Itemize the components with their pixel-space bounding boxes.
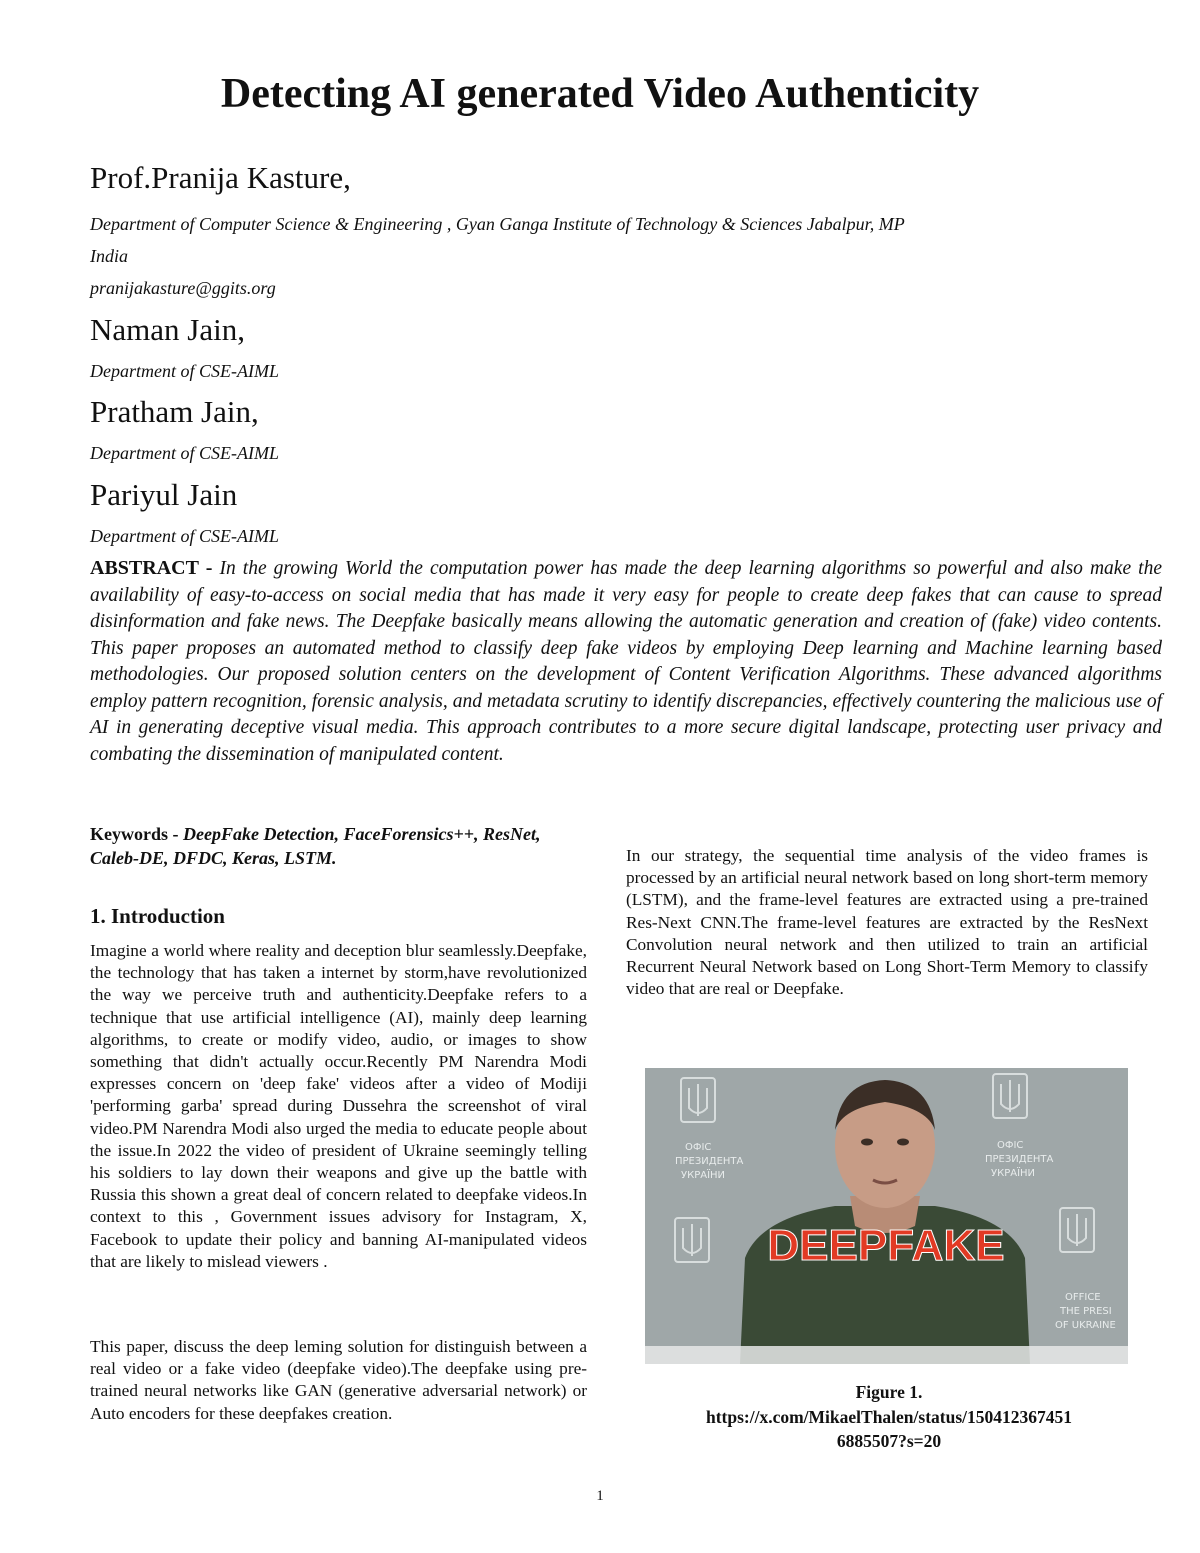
intro-paragraph-3: In our strategy, the sequential time analysis of the video frames is processed by an artificial neural network based on long short-term memory (LSTM), and the frame-level features are extracted using a pre-trained Res-Next CNN.The frame-level features are extracted by the ResNext Convolution neural network and then utilized to train an artificial Recurrent Neural Network based on Long Short-Term Memory to classify video that are real or Deepfake.: [626, 846, 1148, 999]
abstract: [90, 555, 1162, 768]
affiliation-line-2: India: [90, 246, 128, 266]
podium-edge: [645, 1346, 1128, 1364]
abstract-text: In the growing World the computation power has made the deep learning algorithms so powerful and also make the availability of easy-to-access on social media that has made it very easy for people to create deep fakes that can cause to spread disinformation and fake news. The Deepfake basically means allowing the automatic generation and creation of (fake) video contents. This paper proposes an automated method to classify deep fake videos by employing Deep learning and Machine learning based methodologies. Our proposed solution centers on the development of Content Verification Algorithms. These advanced algorithms employ pattern recognition, forensic analysis, and metadata scrutiny to identify discrepancies, effectively countering the malicious use of AI in generating deceptive visual media. This approach contributes to a more secure digital landscape, protecting user privacy and combating the dissemination of manipulated content.: [90, 558, 1163, 765]
watermark-right-ua-line-3: УКРАЇНИ: [991, 1168, 1036, 1179]
author-affiliation-2: Department of CSE-AIML: [90, 361, 279, 381]
author-affiliation-1: [90, 208, 1110, 304]
figure-1-image: [645, 1068, 1128, 1364]
author-email: pranijakasture@ggits.org: [90, 278, 276, 298]
person-eye-left: [861, 1139, 873, 1146]
author-affiliation-3: Department of CSE-AIML: [90, 443, 279, 463]
deepfake-overlay-text: DEEPFAKE: [767, 1221, 1005, 1270]
author-name-4: Pariyul Jain: [90, 477, 238, 512]
watermark-left-line-1: ОФІС: [685, 1142, 712, 1153]
keywords-label: Keywords -: [90, 824, 183, 844]
abstract-label: ABSTRACT -: [90, 557, 213, 579]
author-name-2: Naman Jain,: [90, 312, 245, 347]
caption-label: Figure 1.: [855, 1382, 923, 1402]
page-number: 1: [596, 1488, 604, 1504]
keywords: [90, 822, 590, 870]
person-eye-right: [897, 1139, 909, 1146]
watermark-right-line-3: OF UKRAINE: [1055, 1320, 1116, 1331]
section-heading-introduction: 1. Introduction: [90, 904, 225, 928]
watermark-right-line-1: OFFICE: [1065, 1292, 1101, 1303]
deepfake-video-still: [645, 1068, 1128, 1364]
paper-title: Detecting AI generated Video Authenticity: [220, 71, 980, 117]
author-name-1: Prof.Pranija Kasture,: [90, 160, 351, 195]
watermark-right-line-2: THE PRESI: [1060, 1306, 1112, 1317]
watermark-right-ua-line-2: ПРЕЗИДЕНТА: [985, 1154, 1054, 1165]
caption-url-line-1: https://x.com/MikaelThalen/status/150412367451: [705, 1406, 1073, 1427]
caption-url-line-2: 6885507?s=20: [836, 1431, 942, 1451]
watermark-left-line-2: ПРЕЗИДЕНТА: [675, 1156, 744, 1167]
watermark-right-ua-line-1: ОФІС: [997, 1140, 1024, 1151]
figure-1-caption: [626, 1380, 1152, 1454]
author-affiliation-4: Department of CSE-AIML: [90, 526, 279, 546]
affiliation-line-1: Department of Computer Science & Engineering , Gyan Ganga Institute of Technology & Sciences Jabalpur, MP: [90, 214, 905, 234]
intro-paragraph-2: This paper, discuss the deep leming solution for distinguish between a real video or a fake video (deepfake video).The deepfake using pre-trained neural networks like GAN (generative adversarial network) or Auto encoders for these deepfakes creation.: [90, 1337, 587, 1423]
intro-paragraph-1: Imagine a world where reality and deception blur seamlessly.Deepfake, the technology that has taken a internet by storm,have revolutionized the way we perceive truth and authenticity.Deepfake refers to a technique that use artificial intelligence (AI), mainly deep learning algorithms, to create or modify video, audio, or images to show something that didn't actually occur.Recently PM Narendra Modi expresses concern on 'deep fake' videos after a video of Modiji 'performing garba' spread during Dussehra the screenshot of viral video.PM Narendra Modi also urged the media to educate people about the issue.In 2022 the video of president of Ukraine seemingly telling his soldiers to lay down their weapons and give up the battle with Russia this shown a great deal of concern related to deepfake videos.In context to this , Government issues advisory for Instagram, X, Facebook to update their policy and banning AI-manipulated videos that are likely to mislead viewers .: [90, 941, 587, 1271]
author-name-3: Pratham Jain,: [90, 394, 259, 429]
keywords-values: DeepFake Detection, FaceForensics++, ResNet, Caleb-DE, DFDC, Keras, LSTM.: [90, 824, 541, 868]
watermark-left-line-3: УКРАЇНИ: [681, 1170, 726, 1181]
